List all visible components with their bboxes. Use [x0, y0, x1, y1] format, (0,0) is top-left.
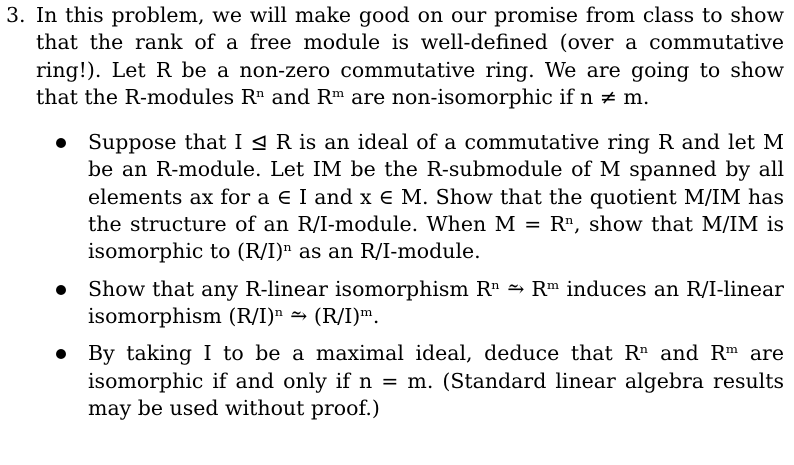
bullet-list [6, 129, 784, 422]
bullet-text: By taking I to be a maximal ideal, deduce that Rⁿ and Rᵐ are isomorphic if and only if n = m. (Standard linear algebra results may be used without proof.) [88, 341, 784, 420]
bullet-item [6, 129, 784, 265]
bullet-dot-icon [56, 138, 66, 148]
problem-3 [6, 2, 784, 432]
problem-intro-text: In this problem, we will make good on our promise from class to show that the rank of a free module is well-defined (over a commutative ring!). Let R be a non-zero commutative ring. We are going to show that the R-modules Rⁿ and Rᵐ are non-isomorphic if n ≠ m. [36, 3, 784, 109]
bullet-dot-icon [56, 285, 66, 295]
bullet-item [6, 340, 784, 422]
bullet-item [6, 276, 784, 331]
problem-number: 3. [6, 3, 26, 27]
problem-intro [6, 2, 784, 111]
bullet-text: Show that any R-linear isomorphism Rⁿ ⥲ Rᵐ induces an R/I-linear isomorphism (R/I)ⁿ ⥲ (R/I)ᵐ. [88, 276, 784, 328]
bullet-dot-icon [56, 349, 66, 359]
bullet-text: Suppose that I ⊴ R is an ideal of a commutative ring R and let M be an R-module. Let IM be the R-submodule of M spanned by all elements ax for a ∈ I and x ∈ M. Show that the quotient M/IM has the structure of an R/I-module. When M = Rⁿ, show that M/IM is isomorphic to (R/I)ⁿ as an R/I-module. [88, 130, 784, 264]
